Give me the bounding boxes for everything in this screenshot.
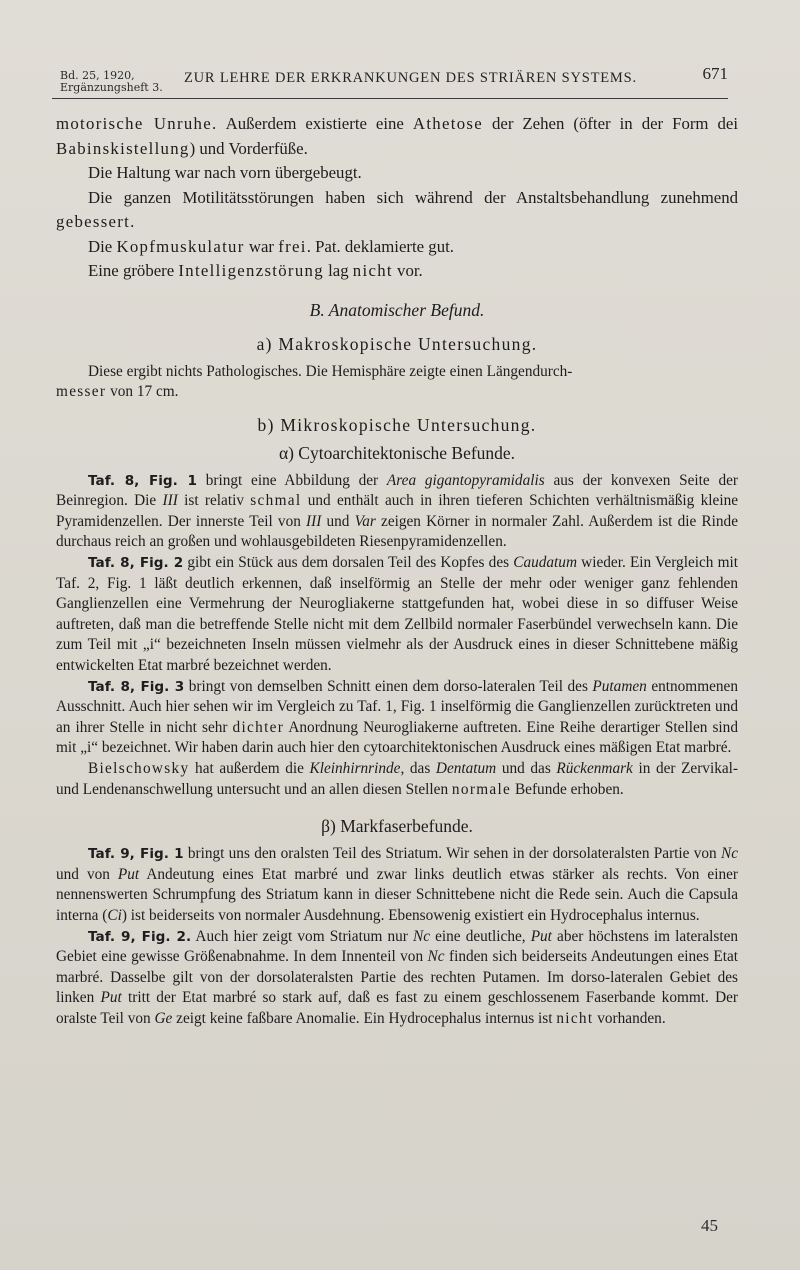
subsection-heading-mikroskopisch: b) Mikroskopische Untersuchung. <box>257 414 537 435</box>
text-span: nicht <box>556 1009 594 1027</box>
text-span: war <box>244 236 279 256</box>
text-span: Auch hier zeigt vom Striatum nur <box>191 927 413 945</box>
paragraph-athetose <box>56 112 738 161</box>
text-span: Athetose <box>412 114 483 133</box>
text-span: und von <box>56 865 118 883</box>
text-span: Ge <box>154 1009 173 1027</box>
text-span: finden sich beiderseits Andeutungen eines Etat marbré. Dasselbe gilt von der dorsolateralsten Partie des rechten Putamen. Im dorso-lateralen Gebiet des linken <box>56 948 738 1007</box>
figure-reference: Taf. 8, Fig. 3 <box>88 678 185 695</box>
text-span: dichter <box>232 718 285 736</box>
text-span: Area gigantopyramidalis <box>386 471 545 489</box>
text-span: Intelligenzstörung <box>178 261 324 280</box>
running-title: ZUR LEHRE DER ERKRANKUNGEN DES STRIÄREN SYSTEMS. <box>184 70 637 86</box>
text-span: Dentatum <box>435 760 497 777</box>
author-name: Bielschowsky <box>88 760 190 777</box>
text-span: . Pat. deklamierte gut. <box>306 236 454 256</box>
paragraph-taf9-fig1 <box>56 844 738 926</box>
text-span: wieder. Ein Vergleich mit Taf. 2, Fig. 1 läßt deutlich erkennen, daß inselförmig an Stelle der mehr oder weniger ganz fehlenden Ganglienzellen eine Vermehrung der Neurogliakerne stattgefunden hat, wobei diese in so diffuser Weise auftreten, daß man die betreffende Stelle nicht mit dem Zellbild normaler Faserbündel verwechseln kann. Die zum Teil mit „i“ bezeichneten Inseln müssen vielmehr als der Ausdruck eines in dieser Schnittebene mäßig entwickelten Etat marbré bezeichnet werden. <box>56 554 738 675</box>
text-span: nicht <box>352 261 393 280</box>
text-span: bringt uns den oralsten Teil des Striatum. Wir sehen in der dorsolateralsten Partie von <box>183 845 721 863</box>
text-span: aus der konvexen Seite der Beinregion. Die <box>56 471 739 510</box>
text-span: bringt eine Abbildung der <box>196 471 387 489</box>
text-span: gibt ein Stück aus dem dorsalen Teil des Kopfes des <box>183 554 514 572</box>
issue-line: Ergänzungsheft 3. <box>60 81 163 94</box>
text-span: , das <box>400 760 436 777</box>
text-span: Caudatum <box>513 554 577 572</box>
text-span: Anordnung Neurogliakerne auftreten. Eine Reihe derartiger Stellen sind mit „i“ bezeichnet. Wir haben darin auch hier den cytoarchitektonischen Ausdruck eines mäßigen Etat marbré. <box>56 718 738 757</box>
paragraph-taf9-fig2 <box>56 927 738 1030</box>
text-span: in der Zervikal- und Lendenanschwellung untersucht und an allen diesen Stellen <box>56 760 738 798</box>
text-span: und das <box>496 760 557 777</box>
figure-reference: Taf. 8, Fig. 1 <box>88 472 197 489</box>
paragraph-taf8-fig3 <box>56 677 738 759</box>
text-span: Ci <box>107 906 122 924</box>
sheet-signature: 45 <box>701 1216 718 1235</box>
text-span: schmal <box>250 492 302 510</box>
text-span: Put <box>117 865 140 883</box>
text-span: ) und Vorderfüße. <box>189 138 308 158</box>
text-span: und <box>321 512 355 530</box>
text-line: Diese ergibt nichts Pathologisches. Die Hemisphäre zeigte einen Längendurch- <box>88 362 573 380</box>
paragraph-kopfmuskulatur <box>56 235 738 260</box>
text-span: Var <box>354 512 376 530</box>
text-span: von 17 cm. <box>106 383 179 401</box>
paragraph-bielschowsky <box>56 759 738 800</box>
text-span: eine deutliche, <box>430 927 531 945</box>
running-header <box>52 64 728 99</box>
text-span: Befunde erhoben. <box>511 780 624 798</box>
text-span: Babinskistellung <box>56 138 190 158</box>
text-span: bringt von demselben Schnitt einen dem dorso-lateralen Teil des <box>184 677 593 695</box>
text-span: ist relativ <box>177 492 251 510</box>
text-span: . <box>130 212 135 231</box>
text-span: Put <box>530 927 552 945</box>
text-line <box>56 382 738 403</box>
text-span: vor. <box>392 261 423 280</box>
text-span: ) ist beiderseits von normaler Ausdehnung. Ebensowenig existiert ein Hydrocephalus internus. <box>121 906 700 924</box>
text-span: Put <box>100 989 122 1007</box>
text-span: Kleinhirnrinde <box>309 760 401 777</box>
subsection-heading-markfaser: β) Markfaserbefunde. <box>321 816 473 837</box>
text-span: aber höchstens im lateralsten Gebiet eine gewisse Größenabnahme. In dem Innenteil von <box>56 927 739 966</box>
paragraph-motilitaet <box>56 186 738 235</box>
paragraph-intelligenz <box>56 259 738 284</box>
text-span: Die <box>88 236 117 256</box>
text-span: Nc <box>413 927 430 945</box>
text-span: motorische Unruhe. <box>56 114 218 133</box>
markfaser-paragraphs <box>56 844 738 1029</box>
figure-reference: Taf. 9, Fig. 2. <box>88 928 192 945</box>
subsection-heading-makroskopisch: a) Makroskopische Untersuchung. <box>256 333 538 354</box>
text-span: Rückenmark <box>556 760 633 777</box>
figure-reference: Taf. 9, Fig. 1 <box>88 846 184 863</box>
text-span: tritt der Etat marbré so stark auf, daß es fast zu einem geschlossenem Faserbande kommt. Der oralste Teil von <box>56 989 739 1027</box>
cyto-paragraphs <box>56 471 738 801</box>
text-span: Nc <box>427 948 445 966</box>
text-span: Nc <box>721 845 738 863</box>
figure-reference: Taf. 8, Fig. 2 <box>88 555 184 572</box>
text-span: Andeutung eines Etat marbré und zwar links deutlich etwas stärker als rechts. Von einer nennenswerten Schrumpfung des Striatum kann in dieser Schnittebene nicht die Rede sein. Auch die Capsula interna ( <box>56 865 738 924</box>
text-span: der Zehen (öfter in der Form dei <box>482 114 739 133</box>
text-span: III <box>162 492 178 510</box>
text-span: frei <box>278 236 307 256</box>
text-span: zeigen Körner in normaler Zahl. Außerdem ist die Rinde durchaus reich an großen und wohlausgebildeten Riesenpyramidenzellen. <box>56 512 738 551</box>
text-span: vorhanden. <box>593 1009 666 1027</box>
paragraph-makroskopisch <box>56 362 738 403</box>
text-span: normale <box>451 780 512 798</box>
text-span: gebessert <box>56 212 131 231</box>
section-heading-anatomischer-befund: B. Anatomischer Befund. <box>309 299 485 320</box>
text-span: Außerdem existierte eine <box>217 114 413 133</box>
paragraph-haltung: Die Haltung war nach vorn übergebeugt. <box>88 163 362 182</box>
text-span: III <box>306 512 322 530</box>
subsection-heading-cytoarchitektonisch: α) Cytoarchitektonische Befunde. <box>278 442 516 463</box>
text-span: Die ganzen Motilitätsstörungen haben sich während der Anstaltsbehandlung zunehmend <box>88 187 738 207</box>
paragraph-taf8-fig1 <box>56 471 738 553</box>
text-span: messer <box>56 383 107 401</box>
text-span: und enthält auch in ihren tieferen Schichten verhältnismäßig kleine Pyramidenzellen. Der innerste Teil von <box>56 492 739 530</box>
text-span: zeigt keine faßbare Anomalie. Ein Hydrocephalus internus ist <box>172 1009 557 1027</box>
page-number: 671 <box>702 64 728 83</box>
text-span: hat außerdem die <box>189 760 310 777</box>
text-span: Putamen <box>592 677 647 695</box>
text-span: entnommenen Ausschnitt. Auch hier sehen wir im Vergleich zu Taf. 1, Fig. 1 inselförmig die Ganglienzellen zurücktreten und an ihrer Stelle in nicht sehr <box>56 677 738 736</box>
text-span: Eine gröbere <box>88 261 179 280</box>
text-span: lag <box>323 261 353 280</box>
body-text <box>56 112 738 1030</box>
volume-info <box>60 70 163 94</box>
text-span: Kopfmuskulatur <box>116 236 245 256</box>
volume-line: Bd. 25, 1920, <box>60 69 135 82</box>
paragraph-taf8-fig2 <box>56 553 738 677</box>
intro-section <box>56 112 738 284</box>
